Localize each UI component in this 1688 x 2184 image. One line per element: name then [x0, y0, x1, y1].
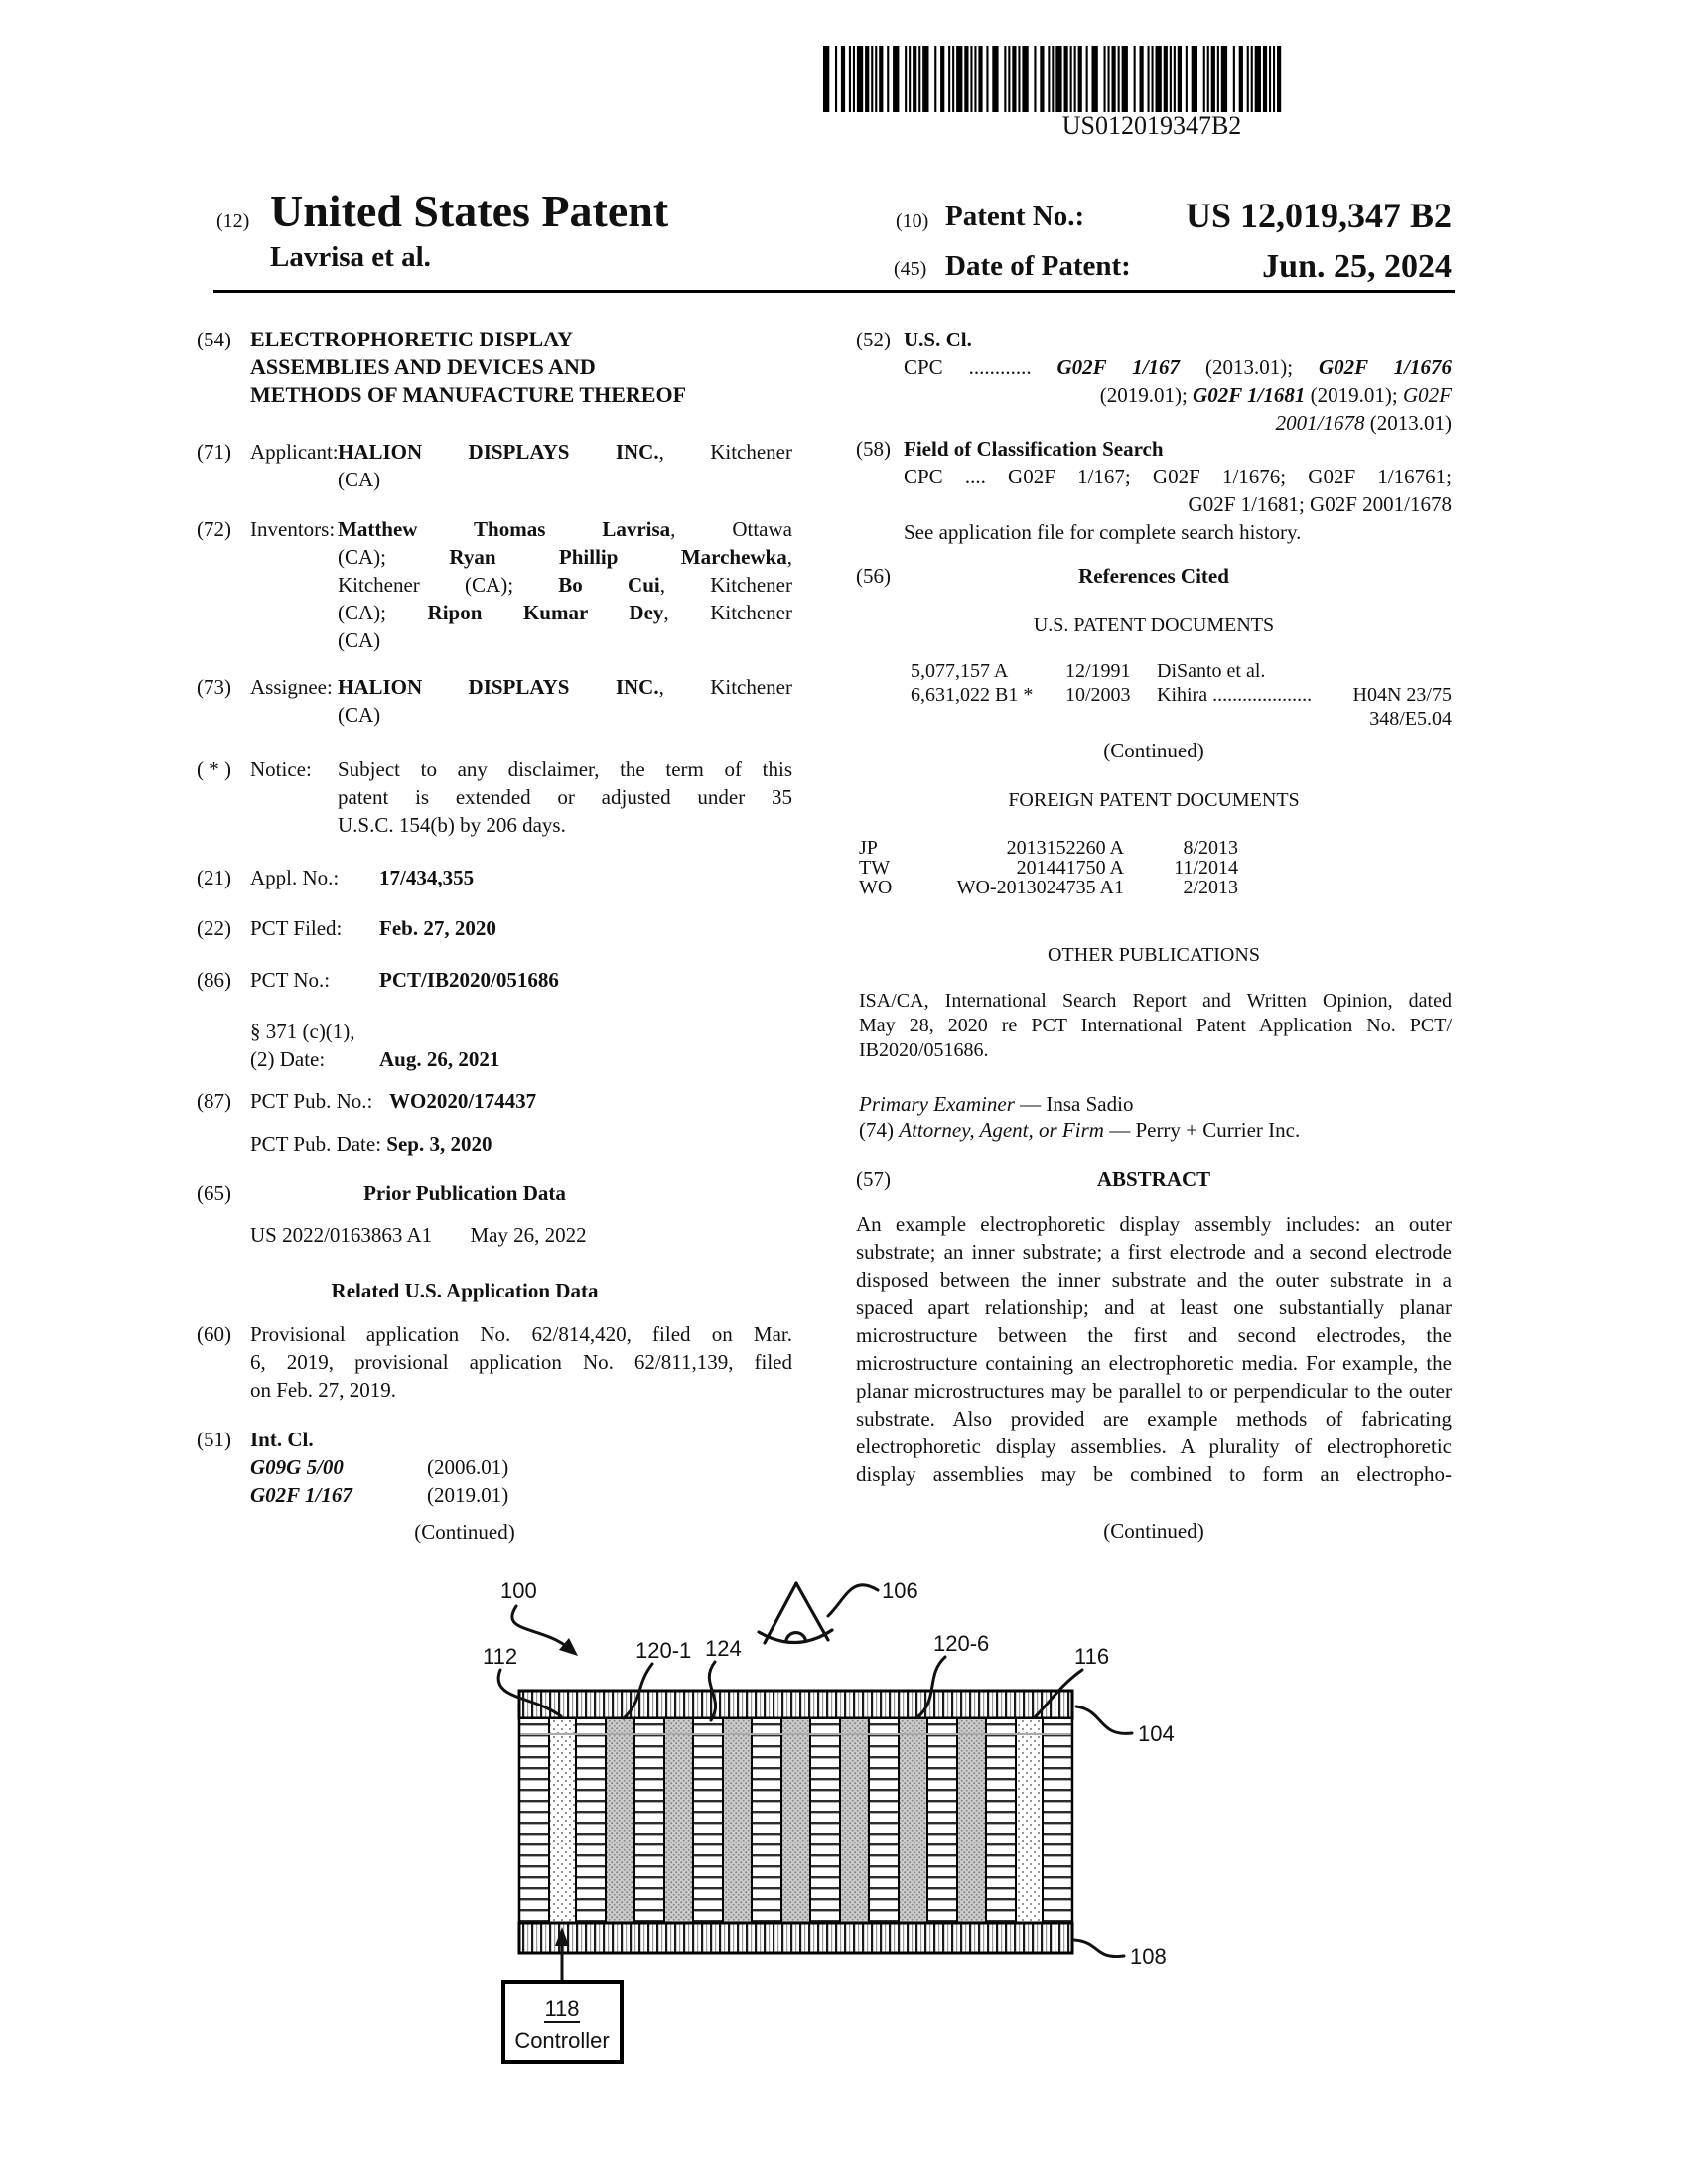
field-number: (21) [197, 866, 231, 889]
field-number: (56) [856, 564, 891, 588]
pct-no-label: PCT No.: [250, 968, 331, 992]
other-publications-heading: OTHER PUBLICATIONS [1048, 944, 1260, 966]
notice-line: U.S.C. 154(b) by 206 days. [338, 813, 566, 837]
us-docs-continued-row [856, 737, 1452, 764]
attorney-line [856, 1116, 1452, 1144]
leader-104 [1076, 1706, 1132, 1733]
field-60-provisional [197, 1320, 792, 1404]
patent-number: US 12,019,347 B2 [1185, 196, 1452, 235]
field-number: (87) [197, 1089, 231, 1113]
search-note-line: See application file for complete search history. [904, 520, 1302, 544]
int-cl-label: Int. Cl. [250, 1428, 314, 1451]
field-58-classification-search [856, 435, 1452, 546]
pct-pub-no-label: PCT Pub. No.: [250, 1089, 373, 1113]
inventors-label: Inventors: [250, 517, 336, 541]
ref-label-112: 112 [483, 1644, 518, 1669]
foreign-date: 8/2013 [1183, 837, 1238, 859]
field-87-pct-pub [197, 1087, 792, 1158]
display-assembly [519, 1691, 1072, 1953]
applicant-line: HALION DISPLAYS INC., Kitchener [338, 440, 792, 464]
date-of-patent: Jun. 25, 2024 [1262, 248, 1452, 285]
foreign-country: JP [859, 837, 878, 859]
section-371-line: § 371 (c)(1), [250, 1020, 355, 1043]
figure-1-drawing [397, 1549, 1192, 2105]
ref-label-120-6: 120-6 [933, 1631, 990, 1656]
other-publication-entry [856, 989, 1452, 1063]
foreign-doc-rows [856, 838, 1452, 897]
pct-no-value: PCT/IB2020/051686 [379, 968, 559, 992]
us-patent-docs-heading: U.S. PATENT DOCUMENTS [1033, 614, 1275, 636]
ref-label-104: 104 [1138, 1721, 1175, 1746]
related-data-heading: Related U.S. Application Data [331, 1279, 599, 1302]
assignee-line: HALION DISPLAYS INC., Kitchener [338, 675, 792, 699]
related-data-heading-row [197, 1277, 792, 1304]
left-continued-row [197, 1518, 792, 1546]
field-71-applicant [197, 438, 792, 493]
provisional-line: on Feb. 27, 2019. [250, 1378, 396, 1402]
invention-title-line: METHODS OF MANUFACTURE THEREOF [250, 382, 687, 407]
foreign-date: 11/2014 [1174, 857, 1238, 879]
kind-code-number: (12) [216, 210, 250, 232]
prior-publication-date: May 26, 2022 [470, 1223, 587, 1247]
int-cl-code: G09G 5/00 [250, 1455, 344, 1479]
pct-pub-no-value: WO2020/174437 [389, 1089, 537, 1113]
foreign-country: TW [859, 857, 891, 879]
ref-label-124: 124 [705, 1636, 742, 1661]
pct-filed-label: PCT Filed: [250, 916, 343, 940]
prior-publication-heading: Prior Publication Data [363, 1181, 566, 1205]
foreign-number: 2013152260 A [1006, 837, 1124, 859]
inventor-line: (CA); Ripon Kumar Dey, Kitchener [338, 601, 793, 624]
field-number: (58) [856, 437, 891, 461]
cpc-line: 2001/1678 (2013.01) [1275, 411, 1452, 435]
field-51-int-cl [197, 1426, 792, 1509]
other-publications-heading-row [856, 941, 1452, 969]
header-divider [213, 290, 1455, 293]
pct-filed-value: Feb. 27, 2020 [379, 916, 496, 940]
ref-label-116: 116 [1074, 1644, 1110, 1669]
abstract-continued-row [856, 1517, 1452, 1545]
field-65-prior-pub [197, 1179, 792, 1249]
us-ref-class: H04N 23/75 [1352, 684, 1452, 706]
int-cl-version: (2019.01) [427, 1483, 509, 1507]
prior-publication-number: US 2022/0163863 A1 [250, 1223, 433, 1247]
inventor-line: Kitchener (CA); Bo Cui, Kitchener [338, 573, 793, 597]
applicant-line: (CA) [338, 468, 381, 491]
us-patent-doc-row [856, 659, 1452, 731]
references-cited-heading: References Cited [1078, 564, 1229, 588]
controller-label: Controller [514, 2028, 610, 2053]
371-date-value: Aug. 26, 2021 [379, 1047, 500, 1071]
field-number: (73) [197, 675, 231, 699]
field-number: (57) [856, 1167, 891, 1191]
viewer-eye-icon [759, 1583, 832, 1643]
field-number: (54) [197, 328, 231, 351]
cpc-line: (2019.01); G02F 1/1681 (2019.01); G02F [1099, 383, 1452, 407]
foreign-number: 201441750 A [1016, 857, 1124, 879]
field-72-inventors [197, 515, 792, 654]
us-ref-name: Kihira .................... [1157, 684, 1313, 706]
primary-examiner-line [856, 1090, 1452, 1118]
primary-examiner: Primary Examiner — Insa Sadio [859, 1092, 1134, 1116]
int-cl-code: G02F 1/167 [250, 1483, 352, 1507]
page-title: United States Patent [270, 186, 669, 236]
field-number: (71) [197, 440, 231, 464]
outer-substrate-layer [519, 1691, 1072, 1718]
us-ref-date: 10/2003 [1065, 684, 1131, 706]
us-ref-number: 5,077,157 A [911, 660, 1009, 682]
us-ref-date: 12/1991 [1065, 660, 1131, 682]
field-54-title [197, 326, 792, 409]
us-cl-label: U.S. Cl. [904, 328, 972, 351]
date-of-patent-label: Date of Patent: [945, 250, 1131, 282]
barcode [823, 46, 1286, 112]
foreign-date: 2/2013 [1183, 877, 1238, 898]
foreign-docs-heading-row [856, 786, 1452, 814]
field-number: (51) [197, 1428, 231, 1451]
invention-title-line: ASSEMBLIES AND DEVICES AND [250, 354, 596, 379]
ref-label-100: 100 [500, 1578, 537, 1603]
leader-106 [828, 1585, 878, 1616]
field-22-pct-filed [197, 914, 792, 942]
continued-note: (Continued) [1103, 1519, 1204, 1543]
int-cl-version: (2006.01) [427, 1455, 509, 1479]
us-ref-number: 6,631,022 B1 * [911, 684, 1034, 706]
foreign-country: WO [859, 877, 893, 898]
inventor-line: Matthew Thomas Lavrisa, Ottawa [338, 517, 792, 541]
foreign-number: WO-2013024735 A1 [956, 877, 1124, 898]
ref-label-120-1: 120-1 [635, 1638, 692, 1663]
field-number: (65) [197, 1181, 231, 1205]
field-57-abstract-heading [856, 1165, 1452, 1193]
field-number: (52) [856, 328, 891, 351]
371-date-label: (2) Date: [250, 1047, 326, 1071]
pct-pub-date-value: Sep. 3, 2020 [386, 1132, 492, 1156]
continued-note: (Continued) [414, 1520, 515, 1544]
foreign-docs-heading: FOREIGN PATENT DOCUMENTS [1008, 789, 1300, 811]
invention-title-line: ELECTROPHORETIC DISPLAY [250, 327, 573, 351]
assignee-label: Assignee: [250, 675, 333, 699]
inventor-surname-line: Lavrisa et al. [270, 241, 431, 273]
search-cpc-line: CPC .... G02F 1/167; G02F 1/1676; G02F 1/16761; [904, 465, 1452, 488]
appl-no-value: 17/434,355 [379, 866, 475, 889]
search-cpc-line: G02F 1/1681; G02F 2001/1678 [1188, 492, 1452, 516]
appl-no-label: Appl. No.: [250, 866, 340, 889]
assignee-line: (CA) [338, 703, 381, 727]
patent-no-field-number: (10) [896, 210, 929, 232]
notice-label: Notice: [250, 757, 312, 781]
inventor-line: (CA); Ryan Phillip Marchewka, [338, 545, 792, 569]
field-56-references [856, 562, 1452, 590]
ref-label-106: 106 [882, 1578, 918, 1603]
publication-line: May 28, 2020 re PCT International Patent Application No. PCT/ [859, 1015, 1452, 1036]
inner-substrate-layer [519, 1923, 1072, 1953]
inventor-line: (CA) [338, 628, 381, 652]
notice-line: Subject to any disclaimer, the term of this [338, 757, 792, 781]
arrowhead-100 [559, 1638, 578, 1656]
field-number: (22) [197, 916, 231, 940]
patent-no-label: Patent No.: [945, 201, 1085, 232]
field-notice [197, 755, 792, 839]
abstract-text: An example electrophoretic display assembly includes: an outer substrate; an inner substrate; a first electrode and a second electrode disposed between the inner substrate and the outer substrate in a spaced apart relationship; and at least one substantially planar microstructure between the first and second electrodes, the microstructure containing an electrophoretic media. For example, the planar microstructures may be parallel to or perpendicular to the outer substrate. Also provided are example methods of fabricating electrophoretic display assemblies. A plurality of electrophoretic display assemblies may be combined to form an electropho- [856, 1212, 1452, 1486]
field-number: (86) [197, 968, 231, 992]
attorney-agent-firm: (74) Attorney, Agent, or Firm — Perry + Currier Inc. [859, 1118, 1301, 1142]
notice-line: patent is extended or adjusted under 35 [338, 785, 792, 809]
us-ref-name: DiSanto et al. [1157, 660, 1266, 682]
leader-108 [1074, 1940, 1124, 1957]
date-field-number: (45) [894, 258, 927, 280]
microstructure-columns [519, 1718, 1072, 1923]
publication-line: ISA/CA, International Search Report and Written Opinion, dated [859, 990, 1452, 1012]
abstract-heading: ABSTRACT [1096, 1167, 1211, 1191]
leader-100 [512, 1606, 566, 1646]
field-73-assignee [197, 673, 792, 729]
field-21-appl-no [197, 864, 792, 891]
provisional-line: 6, 2019, provisional application No. 62/811,139, filed [250, 1350, 792, 1374]
controller-ref-number: 118 [544, 1996, 580, 2021]
field-52-us-cl [856, 326, 1452, 437]
field-search-label: Field of Classification Search [904, 437, 1164, 461]
applicant-label: Applicant: [250, 440, 339, 464]
continued-note: (Continued) [1103, 739, 1204, 762]
field-number: (72) [197, 517, 231, 541]
us-patent-docs-heading-row [856, 612, 1452, 639]
field-number: (60) [197, 1322, 231, 1346]
field-number: ( * ) [197, 757, 231, 781]
field-86-pct-no [197, 966, 792, 1073]
ref-label-108: 108 [1130, 1944, 1167, 1969]
barcode-text: US012019347B2 [1061, 111, 1242, 140]
pct-pub-date-label: PCT Pub. Date: [250, 1132, 382, 1156]
provisional-line: Provisional application No. 62/814,420, filed on Mar. [250, 1322, 792, 1346]
cpc-line: CPC ............ G02F 1/167 (2013.01); G02F 1/1676 [904, 355, 1452, 379]
us-ref-class-cont: 348/E5.04 [1369, 708, 1452, 730]
publication-line: IB2020/051686. [859, 1039, 989, 1061]
